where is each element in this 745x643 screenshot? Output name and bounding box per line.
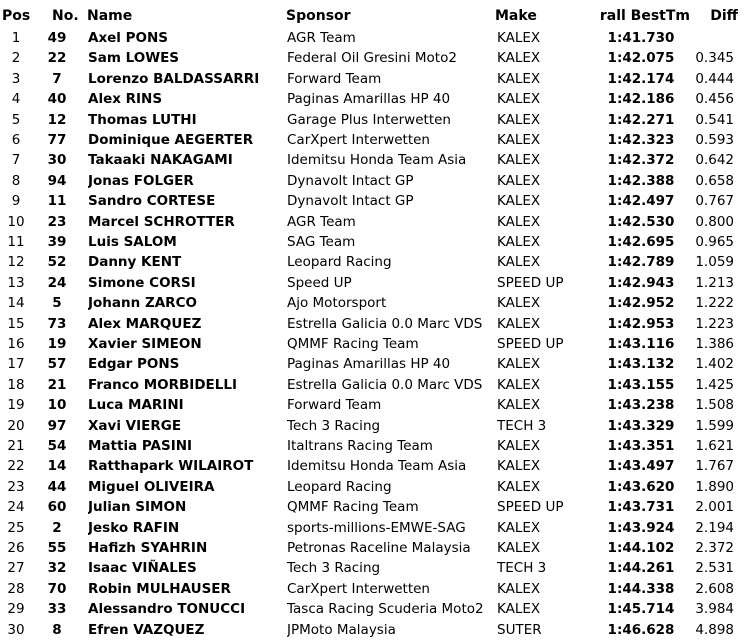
cell-number: 40 [47,91,67,108]
cell-rider-name: Jesko RAFIN [88,519,180,536]
cell-best-time: 1:42.953 [607,315,675,332]
cell-sponsor: Federal Oil Gresini Moto2 [287,50,457,67]
cell-sponsor: CarXpert Interwetten [287,580,430,597]
cell-number: 57 [47,356,67,373]
header-make: Make [495,8,537,24]
cell-number: 5 [52,295,62,312]
cell-sponsor: Forward Team [287,397,382,414]
table-row [0,599,745,619]
cell-best-time: 1:43.497 [607,458,675,475]
cell-sponsor: Petronas Raceline Malaysia [287,540,471,556]
cell-sponsor: Idemitsu Honda Team Asia [287,458,467,475]
cell-make: KALEX [497,172,541,189]
cell-make: KALEX [497,397,541,414]
cell-number: 22 [47,50,67,67]
cell-sponsor: Tech 3 Racing [287,417,381,434]
cell-pos: 18 [7,376,25,393]
cell-pos: 24 [7,499,25,516]
cell-rider-name: Luca MARINI [88,397,184,414]
cell-make: SPEED UP [497,274,564,291]
table-row [0,191,745,211]
cell-sponsor: Estrella Galicia 0.0 Marc VDS [287,376,483,393]
cell-number: 14 [47,458,67,475]
cell-pos: 8 [11,172,21,189]
cell-diff: 1.223 [695,315,734,332]
cell-pos: 11 [7,234,25,250]
cell-make: KALEX [497,132,541,148]
cell-pos: 29 [7,601,25,618]
header-best-time: rall BestTm [599,8,690,24]
cell-sponsor: Paginas Amarillas HP 40 [287,91,451,108]
cell-sponsor: Tasca Racing Scuderia Moto2 [287,601,484,618]
cell-sponsor: Garage Plus Interwetten [287,111,451,128]
cell-sponsor: Paginas Amarillas HP 40 [287,356,451,373]
table-header [0,6,745,28]
cell-pos: 7 [11,152,21,169]
cell-rider-name: Ratthapark WILAIROT [88,458,254,475]
cell-pos: 30 [7,621,25,638]
cell-pos: 12 [7,254,25,271]
cell-pos: 23 [7,478,25,495]
cell-pos: 25 [7,519,25,536]
cell-make: TECH 3 [497,560,547,577]
cell-sponsor: SAG Team [287,234,356,250]
cell-best-time: 1:43.924 [607,519,675,536]
cell-diff: 0.800 [695,213,734,230]
cell-pos: 15 [7,315,25,332]
table-row [0,273,745,293]
cell-rider-name: Sam LOWES [88,50,180,67]
cell-rider-name: Xavi VIERGE [88,417,182,434]
cell-make: KALEX [497,30,541,46]
cell-rider-name: Edgar PONS [88,356,180,373]
table-row [0,89,745,109]
cell-sponsor: Ajo Motorsport [287,295,387,312]
cell-make: KALEX [497,152,541,169]
cell-sponsor: Italtrans Racing Team [287,438,433,454]
cell-diff: 0.541 [695,111,734,128]
cell-diff: 3.984 [695,601,734,618]
cell-diff: 0.965 [695,234,734,250]
cell-diff: 0.593 [695,132,734,148]
cell-number: 7 [52,70,62,87]
cell-best-time: 1:43.116 [607,336,675,352]
cell-sponsor: Leopard Racing [287,478,392,495]
cell-best-time: 1:42.323 [607,132,675,148]
cell-sponsor: Leopard Racing [287,254,392,271]
cell-pos: 16 [7,336,25,352]
cell-rider-name: Thomas LUTHI [88,111,197,128]
cell-number: 39 [47,234,67,250]
cell-sponsor: Idemitsu Honda Team Asia [287,152,467,169]
cell-best-time: 1:42.943 [607,274,675,291]
cell-diff: 0.456 [695,91,734,108]
cell-diff: 0.345 [695,50,734,67]
cell-rider-name: Alessandro TONUCCI [88,601,246,618]
cell-diff: 2.531 [695,560,734,577]
cell-sponsor: Dynavolt Intact GP [287,193,414,210]
cell-pos: 3 [11,70,21,87]
cell-rider-name: Johann ZARCO [88,295,197,312]
cell-make: KALEX [497,254,541,271]
table-row [0,354,745,374]
cell-pos: 19 [7,397,25,414]
table-row [0,620,745,640]
cell-sponsor: CarXpert Interwetten [287,132,430,148]
cell-best-time: 1:42.530 [607,213,675,230]
cell-diff: 1.222 [695,295,734,312]
cell-diff: 1.767 [695,458,734,475]
cell-pos: 21 [7,438,25,454]
cell-number: 52 [47,254,67,271]
cell-best-time: 1:43.620 [607,478,675,495]
cell-sponsor: Dynavolt Intact GP [287,172,414,189]
cell-best-time: 1:42.372 [607,152,675,169]
cell-sponsor: sports-millions-EMWE-SAG [287,519,466,536]
cell-rider-name: Dominique AEGERTER [88,132,254,148]
cell-rider-name: Lorenzo BALDASSARRI [88,70,260,87]
cell-pos: 9 [11,193,21,210]
cell-diff: 1.508 [695,397,734,414]
table-row [0,130,745,150]
cell-best-time: 1:44.338 [607,580,675,597]
cell-diff: 0.658 [695,172,734,189]
table-row [0,558,745,578]
cell-number: 54 [47,438,67,454]
table-row [0,171,745,191]
cell-make: KALEX [497,458,541,475]
table-row [0,252,745,272]
cell-number: 55 [47,540,67,556]
cell-diff: 1.621 [695,438,734,454]
table-row [0,212,745,232]
cell-best-time: 1:42.952 [607,295,675,312]
cell-make: KALEX [497,601,541,618]
cell-rider-name: Takaaki NAKAGAMI [88,152,233,169]
cell-best-time: 1:42.388 [607,172,675,189]
cell-rider-name: Luis SALOM [88,234,177,250]
cell-diff: 0.444 [695,70,734,87]
cell-diff: 1.890 [695,478,734,495]
cell-best-time: 1:44.102 [607,540,675,556]
cell-diff: 0.767 [695,193,734,210]
table-row [0,375,745,395]
table-row [0,232,745,252]
cell-number: 49 [47,30,67,46]
cell-pos: 28 [7,580,25,597]
cell-diff: 2.372 [695,540,734,556]
cell-best-time: 1:42.075 [607,50,675,67]
cell-best-time: 1:45.714 [607,601,675,618]
cell-pos: 17 [7,356,25,373]
cell-rider-name: Franco MORBIDELLI [88,376,237,393]
cell-best-time: 1:43.731 [607,499,675,516]
cell-best-time: 1:43.238 [607,397,675,414]
cell-pos: 14 [7,295,25,312]
cell-best-time: 1:42.695 [607,234,675,250]
cell-number: 8 [52,621,62,638]
cell-make: KALEX [497,50,541,67]
cell-make: KALEX [497,193,541,210]
cell-diff: 2.001 [695,499,734,516]
cell-diff: 1.059 [695,254,734,271]
header-number: No. [52,8,79,24]
cell-diff: 0.642 [695,152,734,169]
cell-diff: 2.194 [695,519,734,536]
table-row [0,334,745,354]
table-row [0,69,745,89]
cell-make: KALEX [497,213,541,230]
cell-pos: 27 [7,560,25,577]
cell-rider-name: Robin MULHAUSER [88,580,231,597]
cell-number: 2 [52,519,62,536]
cell-make: SPEED UP [497,499,564,516]
cell-rider-name: Sandro CORTESE [88,193,216,210]
cell-rider-name: Marcel SCHROTTER [88,213,235,230]
cell-number: 44 [47,478,67,495]
cell-rider-name: Xavier SIMEON [88,336,202,352]
cell-number: 32 [47,560,67,577]
cell-number: 24 [47,274,67,291]
cell-number: 33 [47,601,67,618]
cell-number: 10 [47,397,67,414]
cell-make: KALEX [497,315,541,332]
cell-sponsor: AGR Team [287,30,356,46]
header-name: Name [87,8,133,24]
cell-rider-name: Hafizh SYAHRIN [88,540,208,556]
cell-pos: 26 [7,540,25,556]
cell-number: 30 [47,152,67,169]
cell-make: KALEX [497,295,541,312]
cell-best-time: 1:44.261 [607,560,675,577]
cell-make: TECH 3 [497,417,547,434]
cell-diff: 2.608 [695,580,734,597]
cell-best-time: 1:41.730 [607,30,675,46]
cell-make: KALEX [497,580,541,597]
cell-make: SUTER [497,621,542,638]
table-row [0,456,745,476]
cell-diff: 1.213 [695,274,734,291]
cell-sponsor: AGR Team [287,213,356,230]
cell-pos: 1 [11,30,21,46]
cell-make: KALEX [497,519,541,536]
cell-pos: 6 [11,132,21,148]
cell-sponsor: JPMoto Malaysia [287,621,396,638]
cell-sponsor: Tech 3 Racing [287,560,381,577]
cell-number: 19 [47,336,67,352]
cell-make: KALEX [497,70,541,87]
table-row [0,395,745,415]
cell-sponsor: Forward Team [287,70,382,87]
cell-rider-name: Mattia PASINI [88,438,193,454]
cell-make: KALEX [497,91,541,108]
table-row [0,293,745,313]
header-sponsor: Sponsor [286,8,351,24]
cell-pos: 22 [7,458,25,475]
table-row [0,416,745,436]
cell-number: 97 [47,417,67,434]
table-row [0,150,745,170]
header-pos: Pos [2,8,31,24]
cell-rider-name: Efren VAZQUEZ [88,621,205,638]
cell-best-time: 1:43.329 [607,417,675,434]
cell-pos: 5 [11,111,21,128]
cell-pos: 13 [7,274,25,291]
cell-number: 21 [47,376,67,393]
cell-rider-name: Julian SIMON [88,499,187,516]
cell-best-time: 1:43.132 [607,356,675,373]
cell-rider-name: Isaac VIÑALES [88,560,197,577]
cell-diff: 1.599 [695,417,734,434]
header-diff: Diff [710,8,738,24]
cell-make: KALEX [497,478,541,495]
cell-best-time: 1:43.351 [607,438,675,454]
cell-number: 73 [47,315,67,332]
cell-make: KALEX [497,111,541,128]
cell-best-time: 1:46.628 [607,621,675,638]
cell-rider-name: Danny KENT [88,254,182,271]
cell-sponsor: Speed UP [287,274,352,291]
table-row [0,48,745,68]
cell-best-time: 1:42.186 [607,91,675,108]
cell-diff: 4.898 [695,621,734,638]
cell-number: 11 [47,193,67,210]
cell-best-time: 1:42.271 [607,111,675,128]
cell-number: 94 [47,172,67,189]
cell-best-time: 1:43.155 [607,376,675,393]
cell-best-time: 1:42.789 [607,254,675,271]
cell-rider-name: Alex RINS [88,91,163,108]
cell-number: 70 [47,580,67,597]
cell-rider-name: Jonas FOLGER [88,172,194,189]
cell-diff: 1.425 [695,376,734,393]
cell-pos: 20 [7,417,25,434]
cell-pos: 4 [11,91,21,108]
cell-make: KALEX [497,234,541,250]
cell-rider-name: Axel PONS [88,30,169,46]
cell-number: 12 [47,111,67,128]
cell-number: 77 [47,132,67,148]
table-row [0,497,745,517]
cell-make: KALEX [497,376,541,393]
cell-rider-name: Simone CORSI [88,274,196,291]
cell-sponsor: Estrella Galicia 0.0 Marc VDS [287,315,483,332]
cell-make: KALEX [497,540,541,556]
cell-rider-name: Miguel OLIVEIRA [88,478,215,495]
cell-number: 60 [47,499,67,516]
cell-make: KALEX [497,356,541,373]
cell-best-time: 1:42.174 [607,70,675,87]
cell-make: SPEED UP [497,336,564,352]
cell-sponsor: QMMF Racing Team [287,336,419,352]
table-row [0,436,745,456]
table-row [0,477,745,497]
cell-diff: 1.386 [695,336,734,352]
table-row [0,579,745,599]
cell-sponsor: QMMF Racing Team [287,499,419,516]
cell-rider-name: Alex MARQUEZ [88,315,202,332]
table-row [0,314,745,334]
table-row [0,28,745,48]
cell-pos: 10 [7,213,25,230]
table-row [0,110,745,130]
table-row [0,518,745,538]
cell-pos: 2 [11,50,21,67]
cell-make: KALEX [497,438,541,454]
table-row [0,538,745,558]
cell-number: 23 [47,213,67,230]
cell-best-time: 1:42.497 [607,193,675,210]
cell-diff: 1.402 [695,356,734,373]
